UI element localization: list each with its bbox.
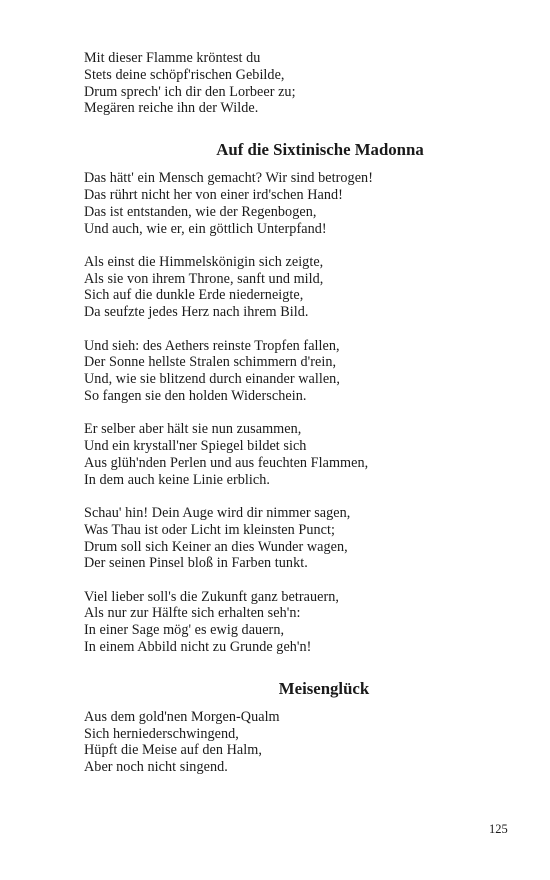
stanza — [84, 170, 484, 237]
poem-meisenglueck — [84, 679, 484, 776]
verse-line: Mit dieser Flamme kröntest du — [84, 50, 261, 66]
stanza — [84, 709, 484, 776]
verse-line: In einer Sage mög' es ewig dauern, — [84, 622, 285, 639]
verse-line: Das rührt nicht her von einer ird'schen Hand! — [84, 186, 343, 203]
stanza — [84, 254, 484, 321]
verse-line: Aus glüh'nden Perlen und aus feuchten Flammen, — [84, 454, 369, 471]
verse-line: Drum sprech' ich dir den Lorbeer zu; — [84, 83, 296, 100]
verse-line: Das ist entstanden, wie der Regenbogen, — [84, 203, 317, 220]
verse-line: Megären reiche ihn der Wilde. — [84, 100, 259, 117]
verse-line: So fangen sie den holden Widerschein. — [84, 387, 307, 404]
stanza — [84, 505, 484, 572]
verse-line: Und ein krystall'ner Spiegel bildet sich — [84, 438, 307, 455]
verse-line: Das hätt' ein Mensch gemacht? Wir sind betrogen! — [84, 170, 373, 187]
page-content — [84, 50, 484, 793]
poem-sixtinische-madonna — [84, 140, 484, 656]
verse-line: Aus dem gold'nen Morgen-Qualm — [84, 708, 280, 725]
stanza — [84, 421, 484, 488]
verse-line: Als einst die Himmelskönigin sich zeigte, — [84, 253, 324, 270]
verse-line: Sich auf die dunkle Erde niederneigte, — [84, 287, 304, 304]
poem-title: Auf die Sixtinische Madonna — [216, 140, 424, 160]
verse-line: Was Thau ist oder Licht im kleinsten Punct; — [84, 521, 335, 538]
page-number: 125 — [489, 822, 508, 836]
verse-line: Hüpft die Meise auf den Halm, — [84, 742, 262, 759]
verse-line: Stets deine schöpf'rischen Gebilde, — [84, 66, 285, 83]
verse-line: Da seufzte jedes Herz nach ihrem Bild. — [84, 304, 309, 321]
verse-line: Und, wie sie blitzend durch einander wallen, — [84, 371, 340, 388]
verse-line: Aber noch nicht singend. — [84, 759, 228, 776]
verse-line: In einem Abbild nicht zu Grunde geh'n! — [84, 639, 312, 656]
verse-line: Als nur zur Hälfte sich erhalten seh'n: — [84, 605, 301, 622]
verse-line: Und auch, wie er, ein göttlich Unterpfand! — [84, 220, 327, 237]
stanza — [84, 589, 484, 656]
verse-line: Sich herniederschwingend, — [84, 725, 239, 742]
verse-line: Der seinen Pinsel bloß in Farben tunkt. — [84, 555, 308, 572]
verse-line: Der Sonne hellste Stralen schimmern d'rein, — [84, 354, 337, 371]
verse-line: Schau' hin! Dein Auge wird dir nimmer sagen, — [84, 504, 351, 521]
verse-line: In dem auch keine Linie erblich. — [84, 471, 270, 488]
poem-continuation — [84, 50, 484, 117]
verse-line: Viel lieber soll's die Zukunft ganz betrauern, — [84, 588, 339, 605]
poem-title: Meisenglück — [278, 678, 370, 698]
stanza — [84, 338, 484, 405]
verse-line: Und sieh: des Aethers reinste Tropfen fallen, — [84, 337, 340, 354]
verse-line: Er selber aber hält sie nun zusammen, — [84, 421, 302, 438]
verse-line: Als sie von ihrem Throne, sanft und mild, — [84, 270, 324, 287]
verse-line: Drum soll sich Keiner an dies Wunder wagen, — [84, 538, 348, 555]
stanza — [84, 50, 484, 117]
